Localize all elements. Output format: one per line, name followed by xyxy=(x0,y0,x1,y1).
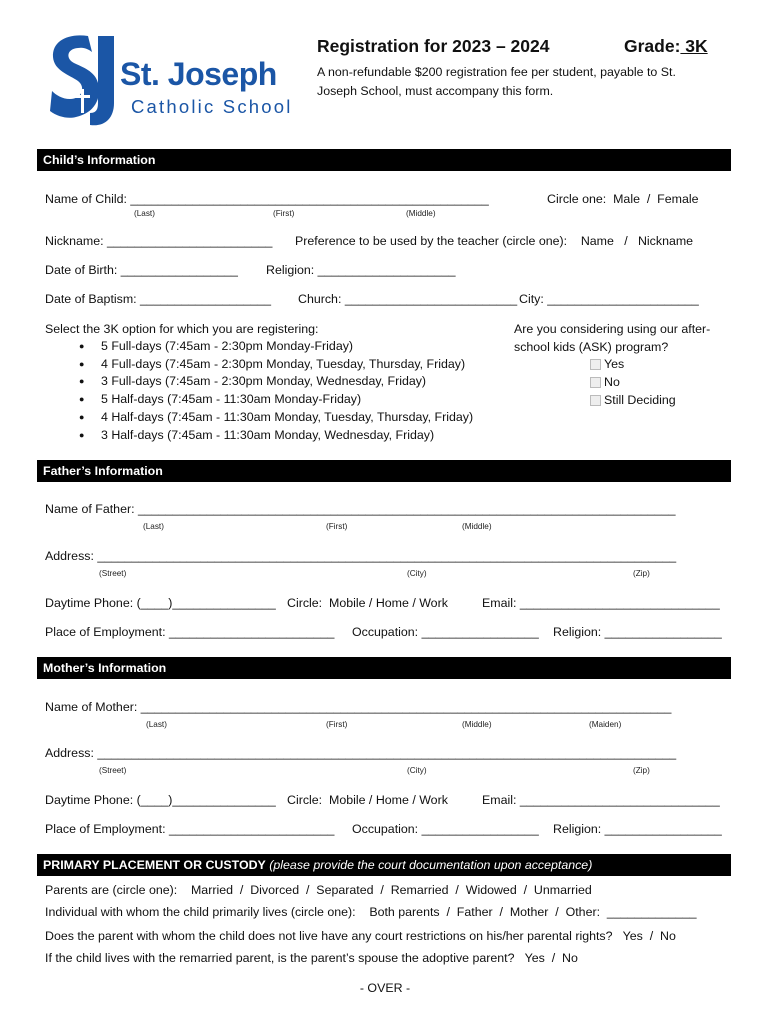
father-name-sub-last: (Last) xyxy=(143,522,164,531)
option-list xyxy=(79,338,473,444)
grade-label xyxy=(624,36,708,57)
mother-address-field[interactable]: Address: ____________________________________________________________________________________ xyxy=(45,746,677,760)
grade-value: 3K xyxy=(680,36,708,56)
child-baptism-field[interactable]: Date of Baptism: ___________________ xyxy=(45,292,271,306)
child-name-field[interactable]: Name of Child: ____________________________________________________ xyxy=(45,192,489,206)
mother-occupation-field[interactable]: Occupation: _________________ xyxy=(352,822,539,836)
ask-prompt: Are you considering using our after-school kids (ASK) program? xyxy=(514,322,711,354)
mother-religion-field[interactable]: Religion: _________________ xyxy=(553,822,722,836)
mother-phone-type[interactable]: Circle: Mobile / Home / Work xyxy=(287,793,448,807)
child-church-field[interactable]: Church: _________________________ xyxy=(298,292,518,306)
father-address-sub-street: (Street) xyxy=(99,569,127,578)
option-item[interactable]: ● 4 Full-days (7:45am - 2:30pm Monday, Tuesday, Thursday, Friday) xyxy=(79,356,473,374)
father-phone-type[interactable]: Circle: Mobile / Home / Work xyxy=(287,596,448,610)
logo-name: St. Joseph xyxy=(120,56,277,92)
father-occupation-field[interactable]: Occupation: _________________ xyxy=(352,625,539,639)
sj-monogram-icon xyxy=(48,33,116,128)
child-dob-field[interactable]: Date of Birth: _________________ xyxy=(45,263,238,277)
child-name-sub-last: (Last) xyxy=(134,209,155,218)
mother-employment-field[interactable]: Place of Employment: ________________________ xyxy=(45,822,335,836)
primary-residence-choice[interactable]: Individual with whom the child primarily lives (circle one): Both parents / Father / Mother / Other: _____________ xyxy=(45,905,697,919)
ask-option-label: Still Deciding xyxy=(604,393,676,407)
form-title: Registration for 2023 – 2024 xyxy=(317,36,550,56)
father-address-sub-city: (City) xyxy=(407,569,427,578)
fee-note: A non-refundable $200 registration fee per student, payable to St. Joseph School, must accompany this form. xyxy=(317,65,676,98)
section-bar-father: Father’s Information xyxy=(37,460,731,482)
option-item[interactable]: ● 3 Full-days (7:45am - 2:30pm Monday, Wednesday, Friday) xyxy=(79,373,473,391)
grade-label-text: Grade: xyxy=(624,36,681,56)
option-item[interactable]: ● 3 Half-days (7:45am - 11:30am Monday, Wednesday, Friday) xyxy=(79,427,473,445)
father-email-field[interactable]: Email: _____________________________ xyxy=(482,596,720,610)
custody-title: PRIMARY PLACEMENT OR CUSTODY xyxy=(43,858,266,872)
mother-name-sub-first: (First) xyxy=(326,720,348,729)
father-phone-field[interactable]: Daytime Phone: (____)_______________ xyxy=(45,596,276,610)
child-nickname-field[interactable]: Nickname: ________________________ xyxy=(45,234,273,248)
mother-name-sub-middle: (Middle) xyxy=(462,720,492,729)
mother-name-sub-maiden: (Maiden) xyxy=(589,720,622,729)
child-name-sub-middle: (Middle) xyxy=(406,209,436,218)
child-religion-field[interactable]: Religion: ____________________ xyxy=(266,263,456,277)
parents-status-choice[interactable]: Parents are (circle one): Married / Divorced / Separated / Remarried / Widowed / Unmarried xyxy=(45,883,592,897)
section-bar-mother: Mother’s Information xyxy=(37,657,731,679)
child-name-sub-first: (First) xyxy=(273,209,295,218)
father-name-sub-first: (First) xyxy=(326,522,348,531)
checkbox-icon[interactable] xyxy=(590,377,601,388)
court-restrictions-choice[interactable]: Does the parent with whom the child does not live have any court restrictions on his/her parental rights? Yes / No xyxy=(45,929,676,943)
father-address-field[interactable]: Address: ____________________________________________________________________________________ xyxy=(45,549,677,563)
father-name-field[interactable]: Name of Father: ______________________________________________________________________________ xyxy=(45,502,676,516)
mother-email-field[interactable]: Email: _____________________________ xyxy=(482,793,720,807)
option-item[interactable]: ● 5 Full-days (7:45am - 2:30pm Monday-Friday) xyxy=(79,338,473,356)
child-city-field[interactable]: City: ______________________ xyxy=(519,292,699,306)
option-item[interactable]: ● 4 Half-days (7:45am - 11:30am Monday, Tuesday, Thursday, Friday) xyxy=(79,409,473,427)
ask-option-label: Yes xyxy=(604,357,625,371)
checkbox-icon[interactable] xyxy=(590,359,601,370)
ask-option-no[interactable] xyxy=(590,375,620,389)
mother-address-sub-street: (Street) xyxy=(99,766,127,775)
ask-option-label: No xyxy=(604,375,620,389)
mother-name-sub-last: (Last) xyxy=(146,720,167,729)
child-sex-choice[interactable]: Circle one: Male / Female xyxy=(547,192,699,206)
mother-address-sub-zip: (Zip) xyxy=(633,766,650,775)
mother-name-field[interactable]: Name of Mother: _____________________________________________________________________________ xyxy=(45,700,672,714)
adoptive-parent-choice[interactable]: If the child lives with the remarried parent, is the parent’s spouse the adoptive parent? Yes / No xyxy=(45,951,578,965)
option-item[interactable]: ● 5 Half-days (7:45am - 11:30am Monday-Friday) xyxy=(79,391,473,409)
option-prompt: Select the 3K option for which you are registering: xyxy=(45,322,319,336)
logo-subtitle: Catholic School xyxy=(131,96,293,117)
custody-note: (please provide the court documentation upon acceptance) xyxy=(265,858,593,872)
father-employment-field[interactable]: Place of Employment: ________________________ xyxy=(45,625,335,639)
father-name-sub-middle: (Middle) xyxy=(462,522,492,531)
ask-option-deciding[interactable] xyxy=(590,393,676,407)
checkbox-icon[interactable] xyxy=(590,395,601,406)
mother-phone-field[interactable]: Daytime Phone: (____)_______________ xyxy=(45,793,276,807)
ask-option-yes[interactable] xyxy=(590,357,624,371)
mother-address-sub-city: (City) xyxy=(407,766,427,775)
over-notice: - OVER - xyxy=(359,981,411,995)
section-bar-child: Child’s Information xyxy=(37,149,731,171)
father-address-sub-zip: (Zip) xyxy=(633,569,650,578)
father-religion-field[interactable]: Religion: _________________ xyxy=(553,625,722,639)
section-bar-custody xyxy=(37,854,731,876)
child-name-preference[interactable]: Preference to be used by the teacher (circle one): Name / Nickname xyxy=(295,234,694,248)
